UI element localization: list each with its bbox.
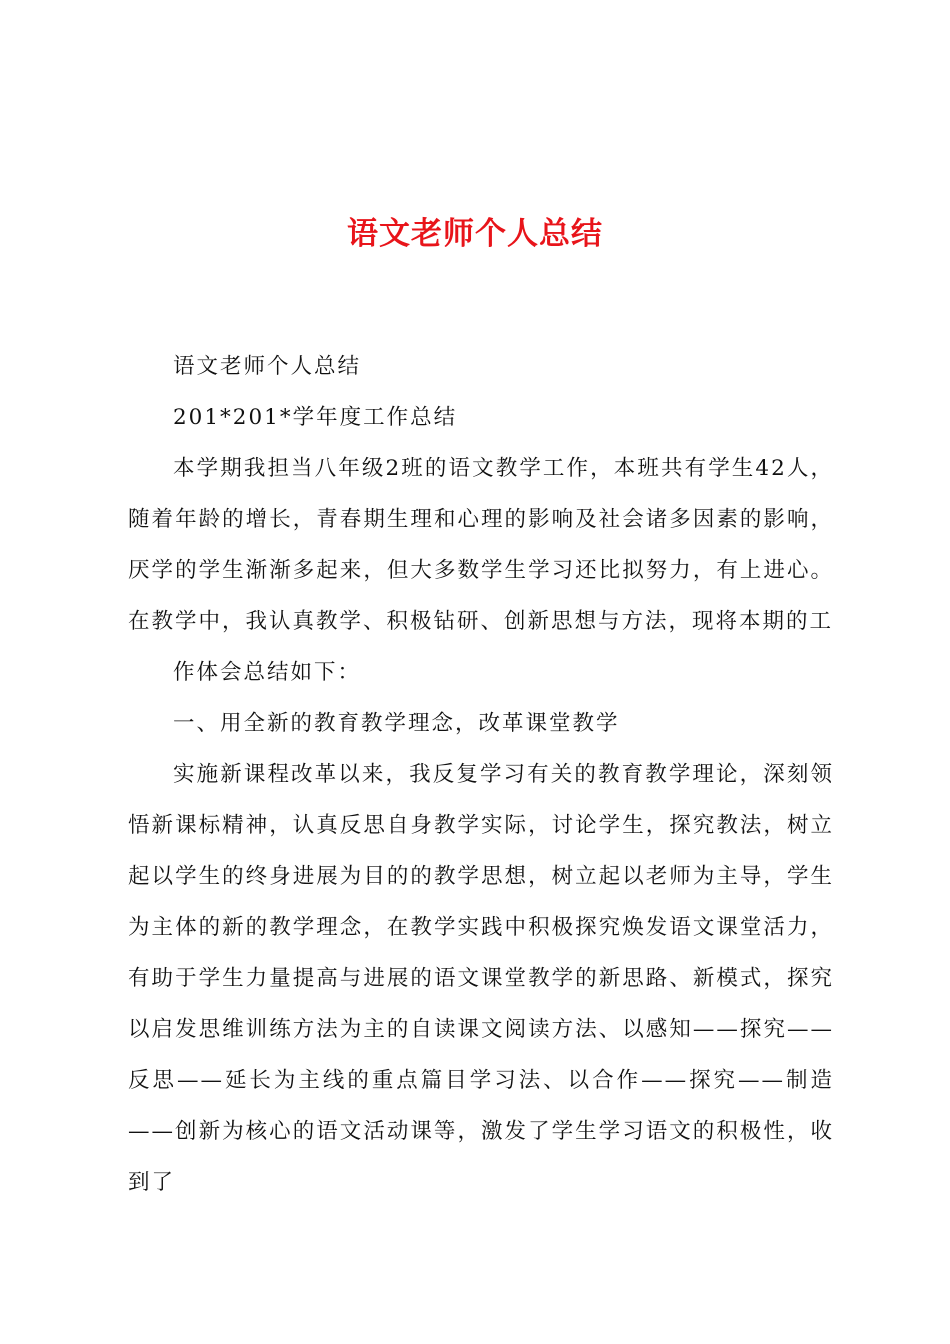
section-heading-1: 一、用全新的教育教学理念，改革课堂教学 [173, 711, 620, 736]
paragraph-school-year: 201*201*学年度工作总结 [173, 405, 458, 430]
paragraph-section-1: 实施新课程改革以来，我反复学习有关的教育教学理论，深刻领悟新课标精神，认真反思自身教学实际，讨论学生，探究教法，树立起以学生的终身进展为目的的教学思想，树立起以老师为主导，学生为主体的新的教学理念，在教学实践中积极探究焕发语文课堂活力，有助于学生力量提高与进展的语文课堂教学的新思路、新模式，探究以启发思维训练方法为主的自读课文阅读方法、以感知——探究——反思——延长为主线的重点篇目学习法、以合作——探究——制造——创新为核心的语文活动课等，激发了学生学习语文的积极性，收到了 [128, 762, 834, 1195]
paragraph-intro-continued: 作体会总结如下： [173, 660, 362, 685]
paragraph-intro: 本学期我担当八年级2班的语文教学工作，本班共有学生42人，随着年龄的增长，青春期生理和心理的影响及社会诸多因素的影响，厌学的学生渐渐多起来，但大多数学生学习还比拟努力，有上进心。在教学中，我认真教学、积极钻研、创新思想与方法，现将本期的工 [128, 456, 834, 634]
paragraph-heading-repeat: 语文老师个人总结 [173, 354, 362, 379]
document-title: 语文老师个人总结 [347, 216, 603, 252]
document-body [128, 341, 834, 1208]
